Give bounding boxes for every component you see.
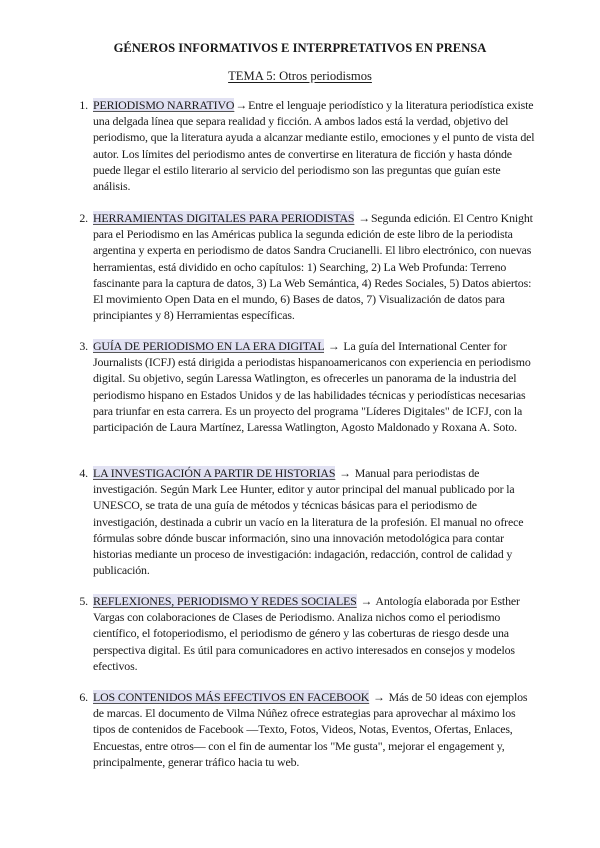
item-body: La guía del International Center for Journalists (ICFJ) está dirigida a periodistas hispanoamericanos con experiencia en periodismo digital. Su objetivo, según Laressa Watlington, es ofrecerles un panorama de la industria del periodismo hispano en Estados Unidos y de las habilidades técnicas y periodísticas necesarias para triunfar en esta carrera. Es un proyecto del programa "Líderes Digitales" de ICFJ, con la participación de Laura Martínez, Laressa Watlington, Agosto Maldonado y Roxana A. Soto.	[93, 339, 531, 435]
arrow-icon: →	[360, 594, 373, 608]
item-number: 3.	[79, 339, 88, 353]
arrow-icon: →	[327, 339, 340, 353]
item-body: Manual para periodistas de investigación. Según Mark Lee Hunter, editor y autor principal del manual publicado por la UNESCO, se trata de una guía de métodos y técnicas básicas para el periodismo de investigación, destinada a cubrir un vacío en la literatura de la profesión. El manual no ofrece fórmulas sobre dónde buscar información, sino una innovación metodológica para contar historias mediante un proceso de investigación: indagación, redacción, control de calidad y publicación.	[93, 466, 524, 578]
list-item	[79, 593, 539, 674]
arrow-icon: →	[373, 690, 385, 704]
document-title: GÉNEROS INFORMATIVOS E INTERPRETATIVOS EN PRENSA	[113, 41, 487, 55]
item-heading: REFLEXIONES, PERIODISMO Y REDES SOCIALES	[93, 594, 357, 608]
list-item	[79, 689, 539, 770]
item-body: Antología elaborada por Esther Vargas con colaboraciones de Clases de Periodismo. Analiza nichos como el periodismo científico, el fotoperiodismo, el periodismo de género y las coberturas de riesgo desde una perspectiva digital. Es útil para comunicadores en activo interesados en consejos y modelos efectivos.	[93, 594, 520, 673]
item-body: Segunda edición. El Centro Knight para el Periodismo en las Américas publica la segunda edición de este libro de la periodista argentina y experta en periodismo de datos Sandra Crucianelli. El libro electrónico, con nuevas herramientas, está dividido en ocho capítulos: 1) Searching, 2) La Web Profunda: Terreno fascinante para la captura de datos, 3) La Web Semántica, 4) Redes Sociales, 5) Datos abiertos: El movimiento Open Data en el mundo, 6) Bases de datos, 7) Visualización de datos para principiantes y 8) Herramientas específicas.	[93, 211, 533, 323]
item-number: 5.	[79, 594, 88, 608]
item-heading: LOS CONTENIDOS MÁS EFECTIVOS EN FACEBOOK	[93, 690, 370, 704]
item-body: Más de 50 ideas con ejemplos de marcas. El documento de Vilma Núñez ofrece estrategias para aprovechar al máximo los tipos de contenidos de Facebook —Texto, Fotos, Videos, Notas, Eventos, Ofertas, Enlaces, Encuestas, entre otros— con el fin de aumentar los "Me gusta", mejorar el engagement y, principalmente, generar tráfico hacia tu web.	[93, 690, 528, 769]
list-item	[79, 97, 539, 194]
item-number: 1.	[79, 98, 88, 112]
document-subtitle	[0, 69, 600, 84]
subtitle-text: TEMA 5: Otros periodismos	[228, 69, 372, 83]
item-number: 2.	[79, 211, 88, 225]
item-heading: PERIODISMO NARRATIVO	[93, 98, 235, 112]
arrow-icon: →	[235, 98, 248, 112]
list-item	[79, 210, 539, 323]
item-heading: GUÍA DE PERIODISMO EN LA ERA DIGITAL	[93, 339, 325, 353]
arrow-icon: →	[358, 211, 370, 225]
item-heading: HERRAMIENTAS DIGITALES PARA PERIODISTAS	[93, 211, 355, 225]
arrow-icon: →	[339, 466, 351, 480]
item-number: 4.	[79, 466, 88, 480]
item-body: Entre el lenguaje periodístico y la literatura periodística existe una delgada línea que separa realidad y ficción. A ambos lados está la verdad, objetivo del periodismo, que la literatura ayuda a alcanzar mediante estilo, emociones y el punto de vista del autor. Los límites del periodismo antes de convertirse en literatura de ficción y hasta dónde puede llegar el estilo literario al servicio del periodismo son las preguntas que guían este análisis.	[93, 98, 535, 194]
item-number: 6.	[79, 690, 88, 704]
list-item	[79, 465, 539, 578]
item-heading: LA INVESTIGACIÓN A PARTIR DE HISTORIAS	[93, 466, 336, 480]
list-item	[79, 338, 539, 435]
